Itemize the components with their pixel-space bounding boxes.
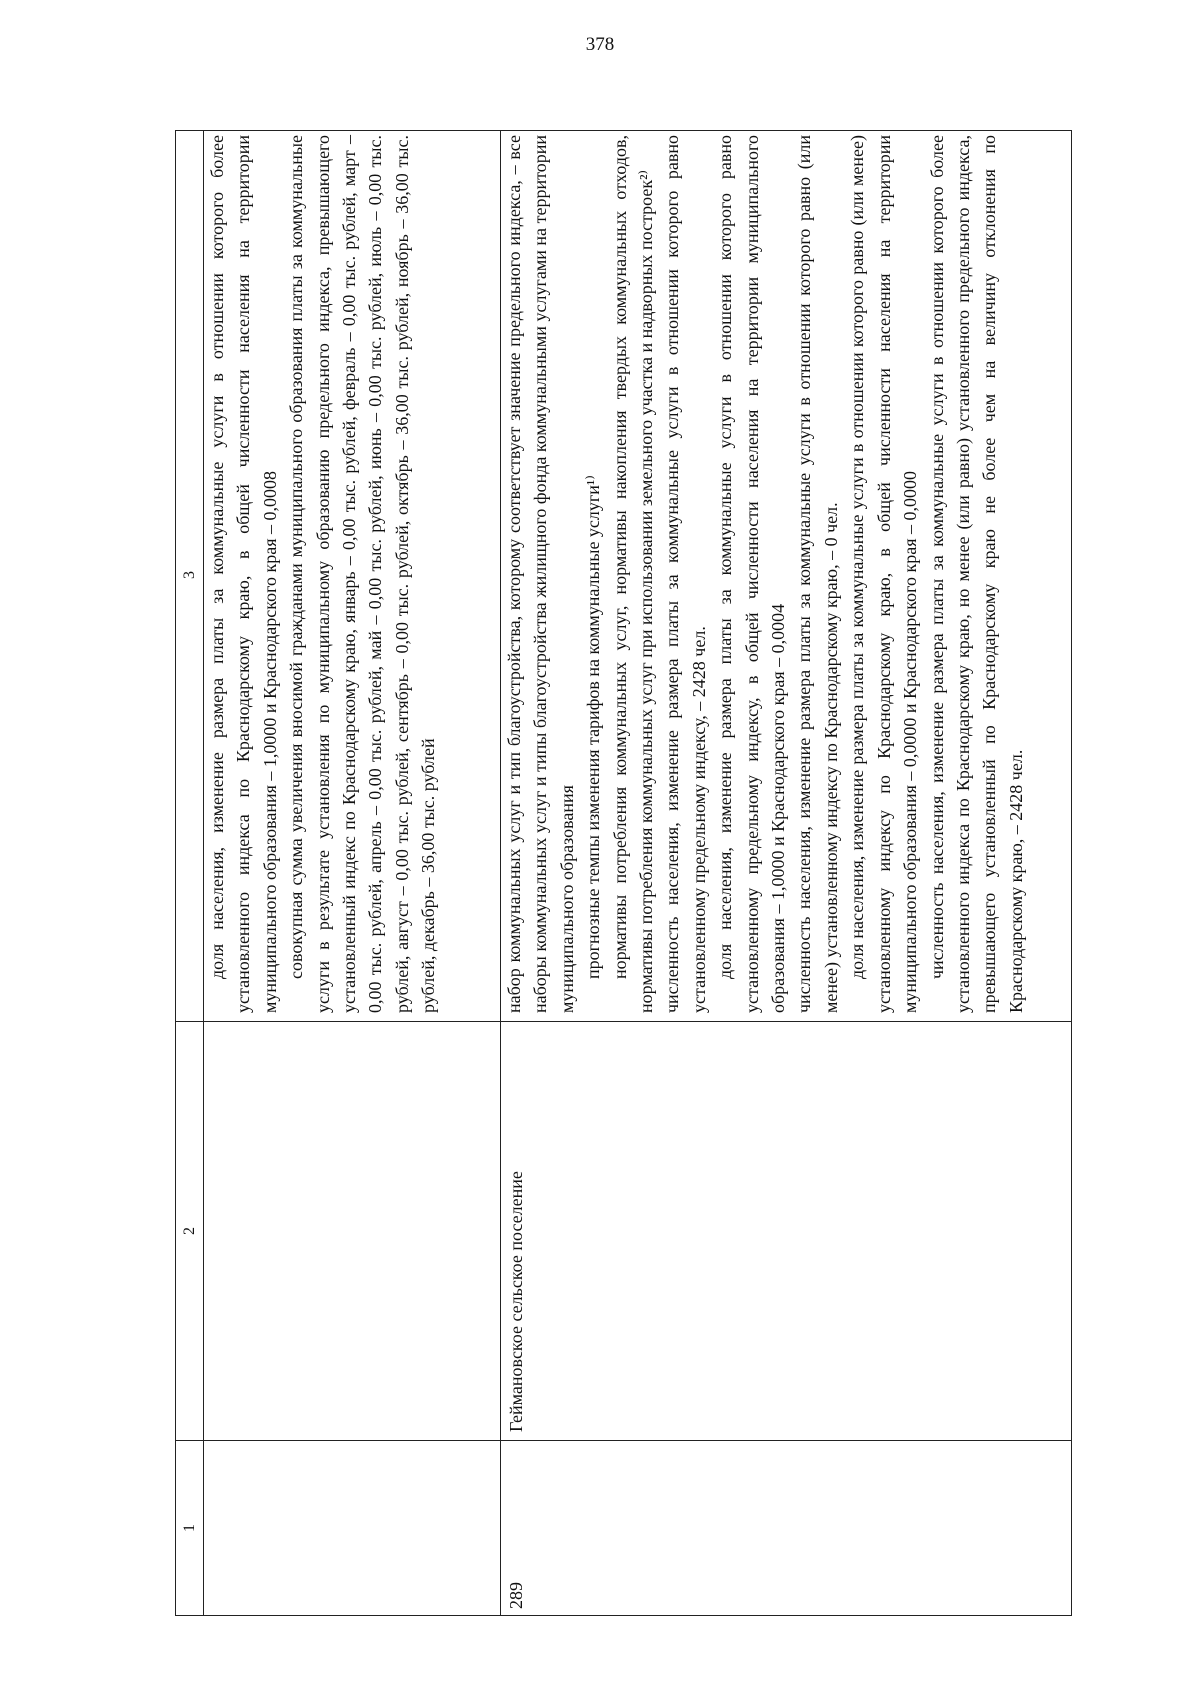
indicators-cell [204, 129, 500, 1021]
header-col-2: 2 [176, 1021, 203, 1440]
row-number [204, 1440, 500, 1615]
table-header-row [176, 131, 204, 1615]
indicator-paragraph: нормативы потребления коммунальных услуг, нормативы накопления твердых коммунальных отходов, нормативы потребления коммунальных услуг при использовании земельного участка и надворных построек²⁾ [609, 135, 657, 1013]
indicator-paragraph: доля населения, изменение размера платы за коммунальные услуги в отношении которого равно установленному предельному индексу, в общей численности населения на территории муниципального образования – 1,0000 и Краснодарского края – 0,0004 [715, 135, 789, 1013]
rotated-table-wrapper [175, 130, 1200, 1609]
indicator-paragraph: численность населения, изменение размера платы за коммунальные услуги в отношении которого более установленного индекса по Краснодарскому краю, но менее (или равно) установленного предельного индекса, превышающего установленный по Краснодарскому краю не более чем на величину отклонения по Краснодарскому краю, – 2428 чел. [926, 135, 1026, 1013]
row-number: 289 [501, 1440, 1071, 1615]
page-number: 378 [585, 34, 615, 55]
data-table [175, 130, 1072, 1616]
municipality-name [204, 1021, 500, 1440]
indicator-paragraph: прогнозные темпы изменения тарифов на коммунальные услуги¹⁾ [583, 475, 604, 979]
indicator-paragraph: набор коммунальных услуг и тип благоустройства, которому соответствует значение предельного индекса, – все наборы коммунальных услуг и типы благоустройства жилищного фонда коммунальными услугами на территории муниципального образования [504, 135, 577, 1013]
indicator-paragraph: совокупная сумма увеличения вносимой гражданами муниципального образования платы за коммунальные услуги в результате установления по муниципальному образованию предельного индекса, превышающего установленный индекс по Краснодарскому краю, январь – 0,00 тыс. рублей, февраль – 0,00 тыс. рублей, март – 0,00 тыс. рублей, апрель – 0,00 тыс. рублей, май – 0,00 тыс. рублей, июнь – 0,00 тыс. рублей, июль – 0,00 тыс. рублей, август – 0,00 тыс. рублей, сентябрь – 0,00 тыс. рублей, октябрь – 36,00 тыс. рублей, ноябрь – 36,00 тыс. рублей, декабрь – 36,00 тыс. рублей [286, 135, 439, 1013]
indicator-paragraph: численность населения, изменение размера платы за коммунальные услуги в отношении которого равно (или менее) установленному индексу по Краснодарскому краю, – 0 чел. [794, 135, 841, 1013]
indicator-paragraph: доля населения, изменение размера платы за коммунальные услуги в отношении которого равно (или менее) установленному индексу по Краснодарскому краю, в общей численности населения на территории муниципального образования – 0,0000 и Краснодарского края – 0,0000 [847, 135, 921, 1013]
municipality-name: Геймановское сельское поселение [501, 1021, 1071, 1440]
indicator-paragraph: доля населения, изменение размера платы за коммунальные услуги в отношении которого более установленного индекса по Краснодарскому краю, в общей численности населения на территории муниципального образования – 1,0000 и Краснодарского края – 0,0008 [207, 135, 280, 1013]
table-row [501, 131, 1071, 1615]
header-col-3: 3 [181, 571, 198, 579]
header-col-1: 1 [176, 1440, 203, 1615]
indicators-cell [501, 129, 1071, 1021]
table-row [204, 131, 501, 1615]
indicator-paragraph: численность населения, изменение размера платы за коммунальные услуги в отношении которого равно установленному предельному индексу, – 2428 чел. [662, 135, 709, 1013]
